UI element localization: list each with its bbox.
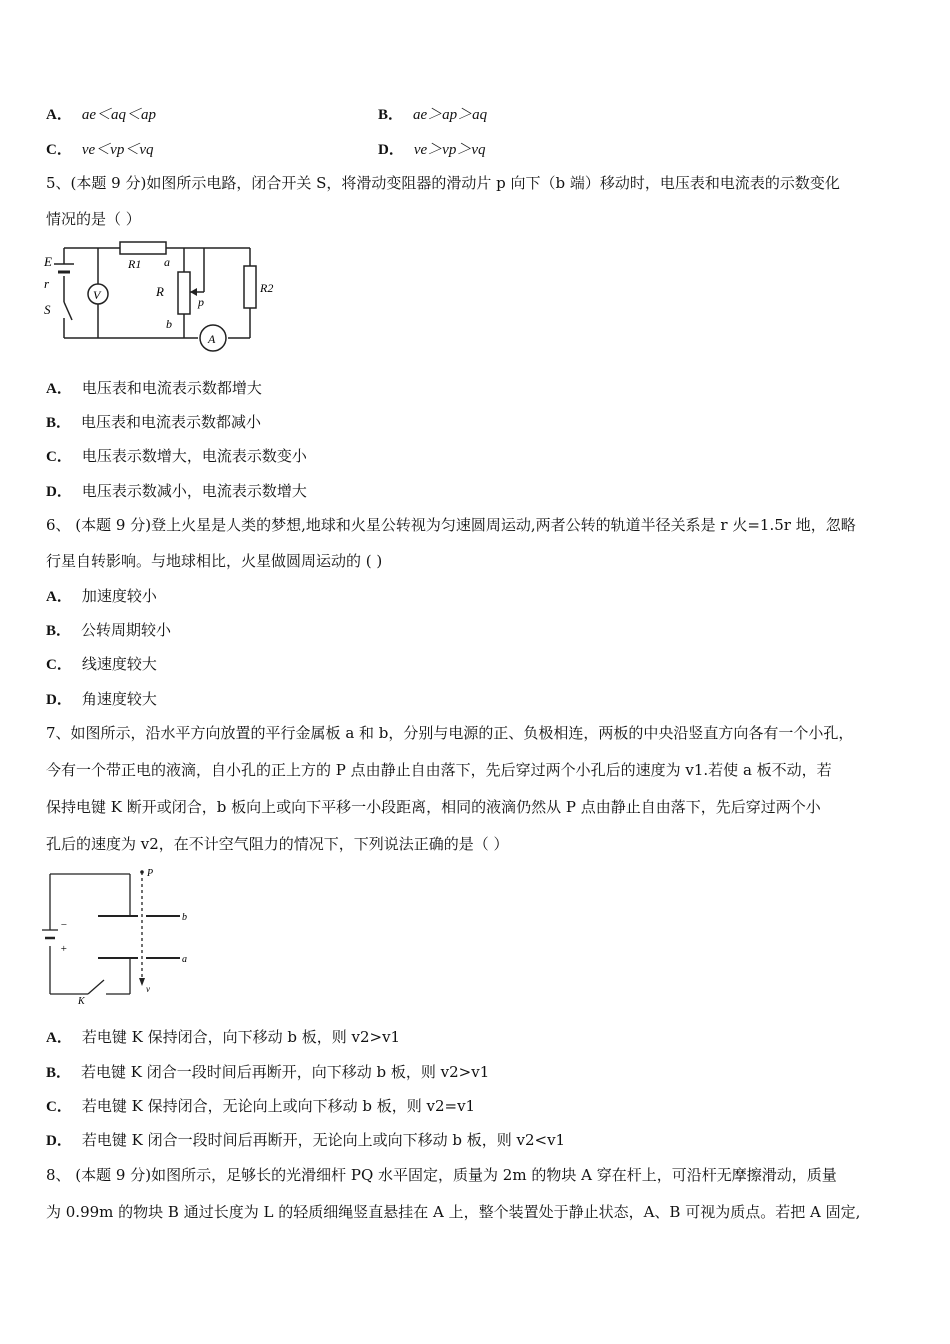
option-text: 电压表示数增大，电流表示数变小 <box>81 447 307 465</box>
label-s: S <box>44 302 51 317</box>
label-p: P <box>147 868 154 879</box>
label-a: a <box>164 255 170 269</box>
q4-option-c <box>46 138 153 159</box>
option-key: D． <box>46 692 72 708</box>
q5-stem-line1: 5、(本题 9 分)如图所示电路，闭合开关 S，将滑动变阻器的滑动片 p 向下（b 端）移动时，电压表和电流表的示数变化 <box>46 174 840 192</box>
option-key: A． <box>46 107 72 123</box>
option-text: ae＜aq＜ap <box>81 107 157 123</box>
option-key: B． <box>46 1065 72 1081</box>
q6-stem-line1: 6、 (本题 9 分)登上火星是人类的梦想,地球和火星公转视为匀速圆周运动,两者公转的轨道半径关系是 r 火=1.5r 地，忽略 <box>46 516 856 534</box>
q8-stem-line1: 8、 (本题 9 分)如图所示，足够长的光滑细杆 PQ 水平固定，质量为 2m 的物块 A 穿在杆上，可沿杆无摩擦滑动，质量 <box>46 1166 837 1184</box>
option-key: C． <box>46 449 72 465</box>
q7-stem-line3: 保持电键 K 断开或闭合，b 板向上或向下平移一小段距离，相同的液滴仍然从 P 点由静止自由落下，先后穿过两个小 <box>46 798 821 816</box>
option-text: ae＞ap＞aq <box>413 107 488 123</box>
label-b: b <box>166 317 172 331</box>
q7-stem-line1: 7、如图所示，沿水平方向放置的平行金属板 a 和 b，分别与电源的正、负极相连，两板的中央沿竖直方向各有一个小孔， <box>46 724 854 742</box>
label-e: E <box>44 254 52 269</box>
label-minus: − <box>60 919 68 931</box>
option-key: D． <box>46 1133 72 1149</box>
label-p: p <box>198 295 204 309</box>
option-text: 角速度较大 <box>81 690 157 708</box>
q7-stem-line2: 今有一个带正电的液滴，自小孔的正上方的 P 点由静止自由落下，先后穿过两个小孔后的速度为 v1.若使 a 板不动，若 <box>46 761 832 779</box>
option-key: C． <box>46 142 72 158</box>
q6-option-b <box>46 619 171 640</box>
option-text: 线速度较大 <box>81 655 157 673</box>
option-key: A． <box>46 381 72 397</box>
option-key: D． <box>46 484 72 500</box>
q7-option-c <box>46 1095 475 1116</box>
q8-stem-line2: 为 0.99m 的物块 B 通过长度为 L 的轻质细绳竖直悬挂在 A 上，整个装置处于静止状态，A、B 可视为质点。若把 A 固定, <box>46 1203 861 1221</box>
option-key: D． <box>378 142 404 158</box>
option-key: A． <box>46 1030 72 1046</box>
option-key: B． <box>378 107 404 123</box>
option-key: C． <box>46 657 72 673</box>
q6-option-d <box>46 688 157 709</box>
option-text: 电压表示数减小，电流表示数增大 <box>81 482 307 500</box>
q4-option-d <box>378 138 485 159</box>
label-rheostat: R <box>156 284 164 299</box>
option-text: ve＞vp＞vq <box>413 142 486 158</box>
label-k: K <box>78 996 85 1004</box>
q7-stem-line4: 孔后的速度为 v2，在不计空气阻力的情况下，下列说法正确的是（ ） <box>46 835 509 853</box>
q7-capacitor-diagram <box>40 864 200 1004</box>
option-text: 若电键 K 闭合一段时间后再断开，向下移动 b 板，则 v2>v1 <box>81 1063 490 1081</box>
label-v: v <box>146 984 150 994</box>
label-ammeter: A <box>208 332 216 346</box>
q5-option-a <box>46 377 262 398</box>
q6-option-c <box>46 653 157 674</box>
option-text: 加速度较小 <box>81 587 157 605</box>
label-a: a <box>182 954 187 965</box>
q4-option-a <box>46 103 156 124</box>
option-text: ve＜vp＜vq <box>81 142 154 158</box>
label-plus: + <box>60 943 68 955</box>
q5-option-d <box>46 480 307 501</box>
q5-option-c <box>46 445 307 466</box>
option-text: 电压表和电流表示数都增大 <box>81 379 262 397</box>
q6-stem-line2: 行星自转影响。与地球相比，火星做圆周运动的 ( ) <box>46 552 383 570</box>
q5-stem-line2: 情况的是（ ） <box>46 210 141 228</box>
option-key: B． <box>46 623 72 639</box>
option-key: B． <box>46 415 72 431</box>
q7-option-b <box>46 1061 489 1082</box>
option-text: 若电键 K 保持闭合，无论向上或向下移动 b 板，则 v2=v1 <box>81 1097 476 1115</box>
option-text: 公转周期较小 <box>81 621 172 639</box>
option-key: C． <box>46 1099 72 1115</box>
option-key: A． <box>46 589 72 605</box>
q7-option-a <box>46 1026 400 1047</box>
q5-option-b <box>46 411 261 432</box>
q7-option-d <box>46 1129 565 1150</box>
q6-option-a <box>46 585 157 606</box>
label-r2: R2 <box>260 281 274 295</box>
option-text: 电压表和电流表示数都减小 <box>81 413 262 431</box>
q5-circuit-diagram <box>40 236 290 356</box>
option-text: 若电键 K 闭合一段时间后再断开，无论向上或向下移动 b 板，则 v2<v1 <box>81 1131 566 1149</box>
option-text: 若电键 K 保持闭合，向下移动 b 板，则 v2>v1 <box>81 1028 401 1046</box>
label-voltmeter: V <box>93 288 101 302</box>
label-r1: R1 <box>128 257 142 271</box>
label-b: b <box>182 912 187 923</box>
label-r: r <box>44 276 50 291</box>
q4-option-b <box>378 103 487 124</box>
